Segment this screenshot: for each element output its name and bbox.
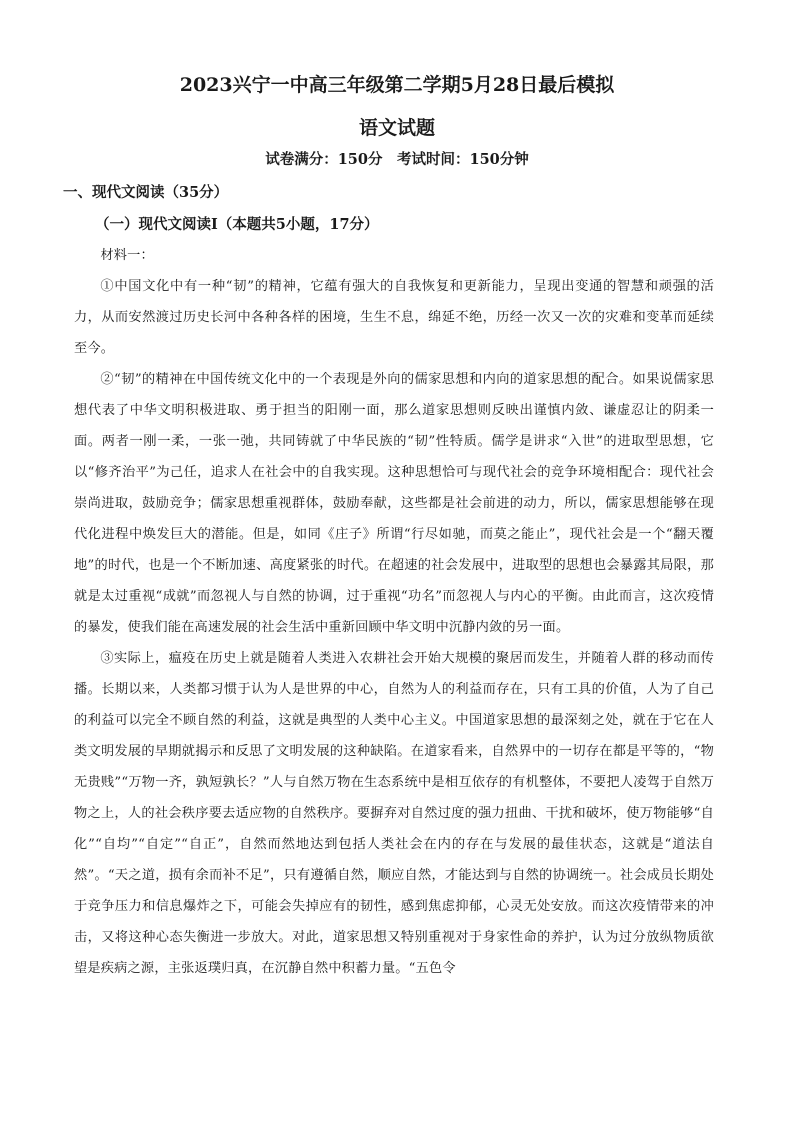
material-label: 材料一： [100, 248, 154, 263]
paragraph-3: ③实际上，瘟疫在历史上就是随着人类进入农耕社会开始大规模的聚居而发生，并随着人群的移动而传播。长期以来，人类都习惯于认为人是世界的中心，自然为人的利益而存在，只有工具的价值，人为了自己的利益可以完全不顾自然的利益，这就是典型的人类中心主义。中国道家思想的最深刻之处，就在于它在人类文明发展的早期就揭示和反思了文明发展的这种缺陷。在道家看来，自然界中的一切存在都是平等的，“物无贵贱”“万物一齐，孰短孰长？”人与自然万物在生态系统中是相互依存的有机整体，不要把人凌驾于自然万物之上，人的社会秩序要去适应物的自然秩序。要摒弃对自然过度的强力扭曲、干扰和破坏，使万物能够“自化”“自均”“自定”“自正”，自然而然地达到包括人类社会在内的存在与发展的最佳状态，这就是“道法自然”。“天之道，损有余而补不足”，只有遵循自然，顺应自然，才能达到与自然的协调统一。社会成员长期处于竞争压力和信息爆炸之下，可能会失掉应有的韧性，感到焦虑抑郁，心灵无处安放。而这次疫情带来的冲击，又将这种心态失衡进一步放大。对此，道家思想又特别重视对于身家性命的养护，认为过分放纵物质欲望是疾病之源，主张返璞归真，在沉静自然中积蓄力量。“五色令 [74, 651, 714, 976]
paragraph-2: ②“韧”的精神在中国传统文化中的一个表现是外向的儒家思想和内向的道家思想的配合。如果说儒家思想代表了中华文明积极进取、勇于担当的阳刚一面，那么道家思想则反映出谨慎内敛、谦虚忍让的阴柔一面。两者一刚一柔，一张一弛，共同铸就了中华民族的“韧”性特质。儒学是讲求“入世”的进取型思想，它以“修齐治平”为己任，追求人在社会中的自我实现。这种思想恰可与现代社会的竞争环境相配合：现代社会崇尚进取，鼓励竞争；儒家思想重视群体，鼓励奉献，这些都是社会前进的动力，所以，儒家思想能够在现代化进程中焕发巨大的潜能。但是，如同《庄子》所谓“行尽如驰，而莫之能止”，现代社会是一个“翻天覆地”的时代，也是一个不断加速、高度紧张的时代。在超速的社会发展中，进取型的思想也会暴露其局限，那就是太过重视“成就”而忽视人与自然的协调，过于重视“功名”而忽视人与内心的平衡。由此而言，这次疫情的暴发，使我们能在高速发展的社会生活中重新回顾中华文明中沉静内敛的另一面。 [74, 372, 714, 635]
exam-meta: 试卷满分：150分 考试时间：150分钟 [265, 151, 529, 168]
exam-subject: 语文试题 [358, 117, 435, 139]
exam-title: 2023兴宁一中高三年级第二学期5月28日最后模拟 [179, 74, 615, 96]
section-heading: 一、现代文阅读（35分） [63, 184, 229, 201]
subsection-heading: （一）现代文阅读Ⅰ（本题共5小题，17分） [95, 216, 379, 233]
paragraph-1: ①中国文化中有一种“韧”的精神，它蕴有强大的自我恢复和更新能力，呈现出变通的智慧和顽强的活力，从而安然渡过历史长河中各种各样的困境，生生不息，绵延不绝，历经一次又一次的灾难和变革而延续至今。 [74, 279, 714, 356]
reading-material [74, 240, 714, 984]
